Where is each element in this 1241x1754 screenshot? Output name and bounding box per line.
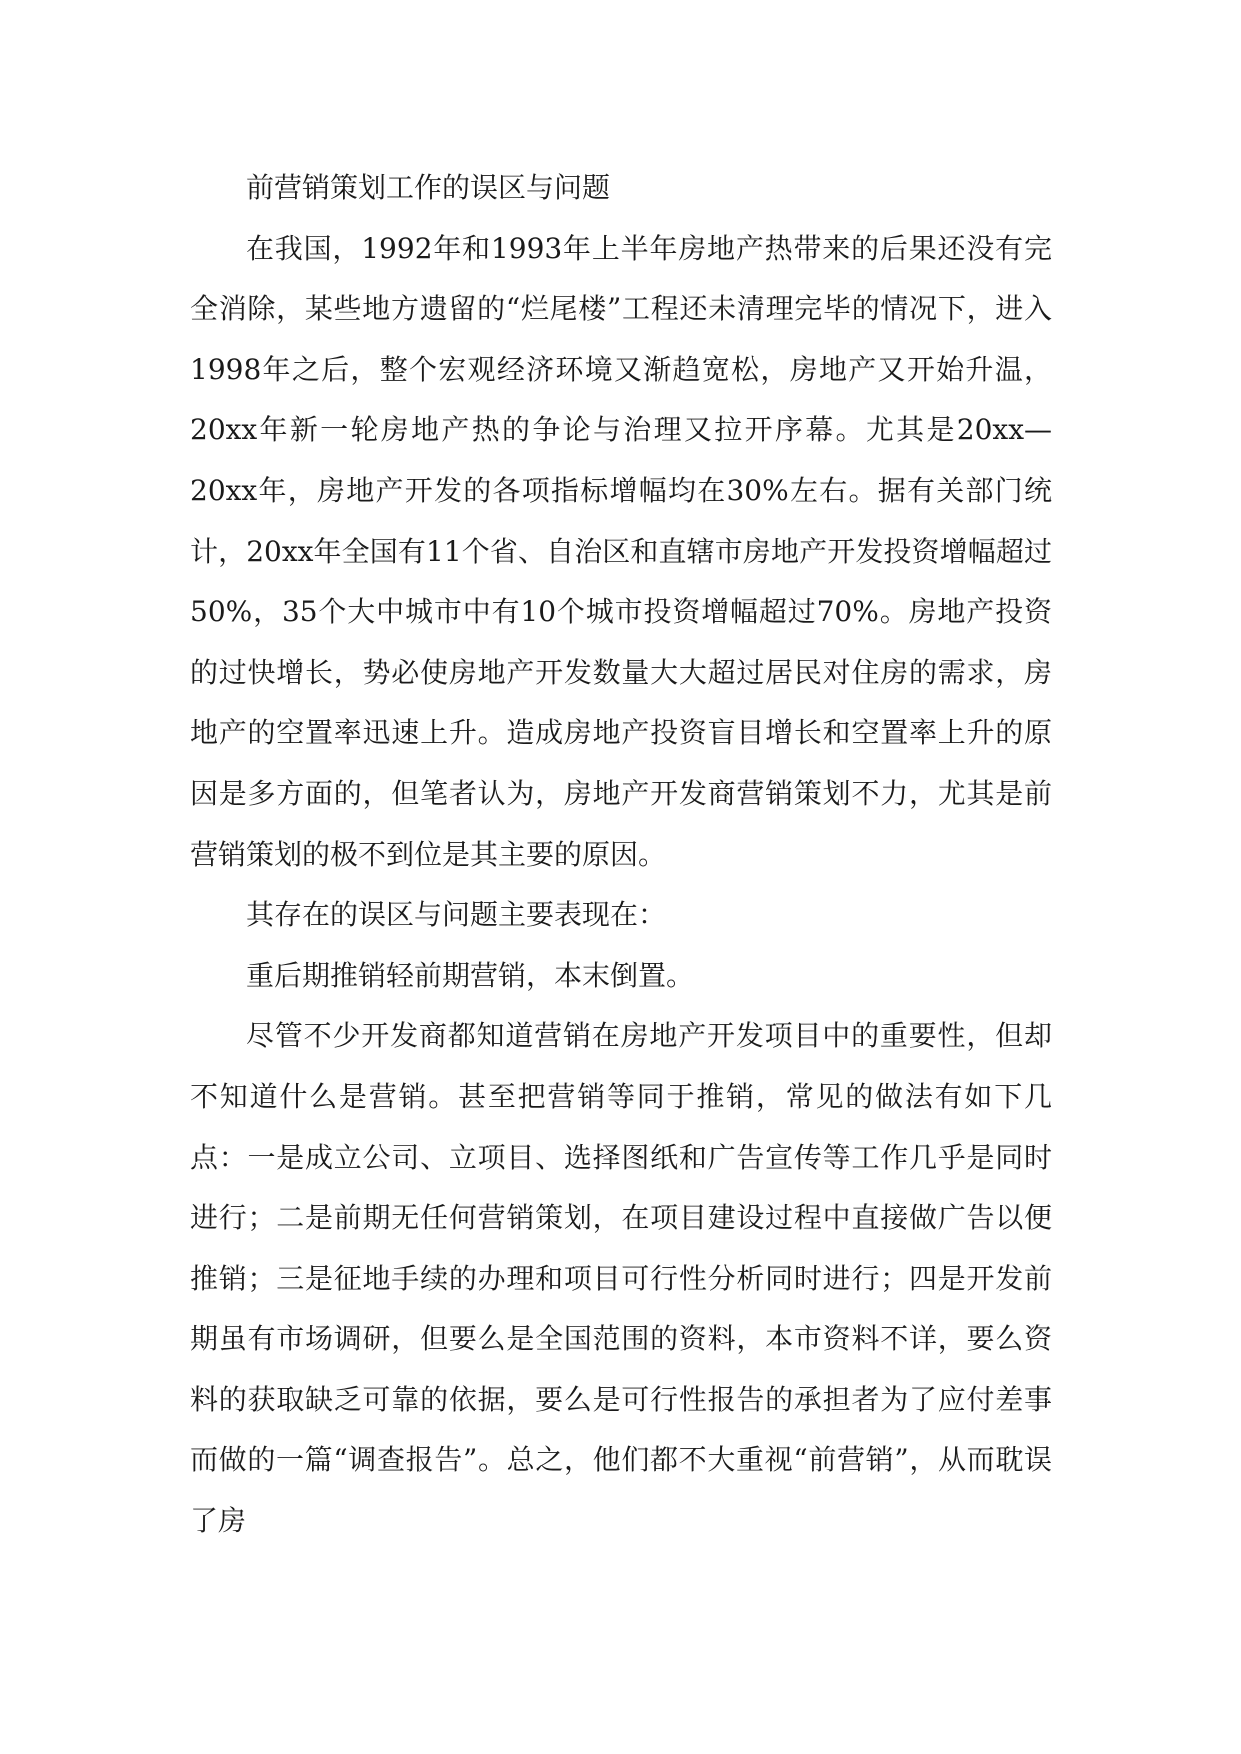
document-body	[190, 158, 1052, 1552]
paragraph-problems-intro: 其存在的误区与问题主要表现在：	[246, 898, 667, 932]
section-heading: 前营销策划工作的误区与问题	[246, 171, 611, 204]
paragraph-background: 在我国，1992年和1993年上半年房地产热带来的后果还没有完全消除，某些地方遗留的“烂尾楼”工程还未清理完毕的情况下，进入1998年之后，整个宏观经济环境又渐趋宽松，房地产又开始升温，20xx年新一轮房地产热的争论与治理又拉开序幕。尤其是20xx—20xx年，房地产开发的各项指标增幅均在30%左右。据有关部门统计，20xx年全国有11个省、自治区和直辖市房地产开发投资增幅超过50%，35个大中城市中有10个城市投资增幅超过70%。房地产投资的过快增长，势必使房地产开发数量大大超过居民对住房的需求，房地产的空置率迅速上升。造成房地产投资盲目增长和空置率上升的原因是多方面的，但笔者认为，房地产开发商营销策划不力，尤其是前营销策划的极不到位是其主要的原因。	[190, 231, 1052, 871]
paragraph-problem-one-detail: 尽管不少开发商都知道营销在房地产开发项目中的重要性，但却不知道什么是营销。甚至把营销等同于推销，常见的做法有如下几点：一是成立公司、立项目、选择图纸和广告宣传等工作几乎是同时进行；二是前期无任何营销策划，在项目建设过程中直接做广告以便推销；三是征地手续的办理和项目可行性分析同时进行；四是开发前期虽有市场调研，但要么是全国范围的资料，本市资料不详，要么资料的获取缺乏可靠的依据，要么是可行性报告的承担者为了应付差事而做的一篇“调查报告”。总之，他们都不大重视“前营销”，从而耽误了房	[190, 1019, 1052, 1538]
paragraph-problem-one-title: 重后期推销轻前期营销，本末倒置。	[246, 958, 695, 992]
